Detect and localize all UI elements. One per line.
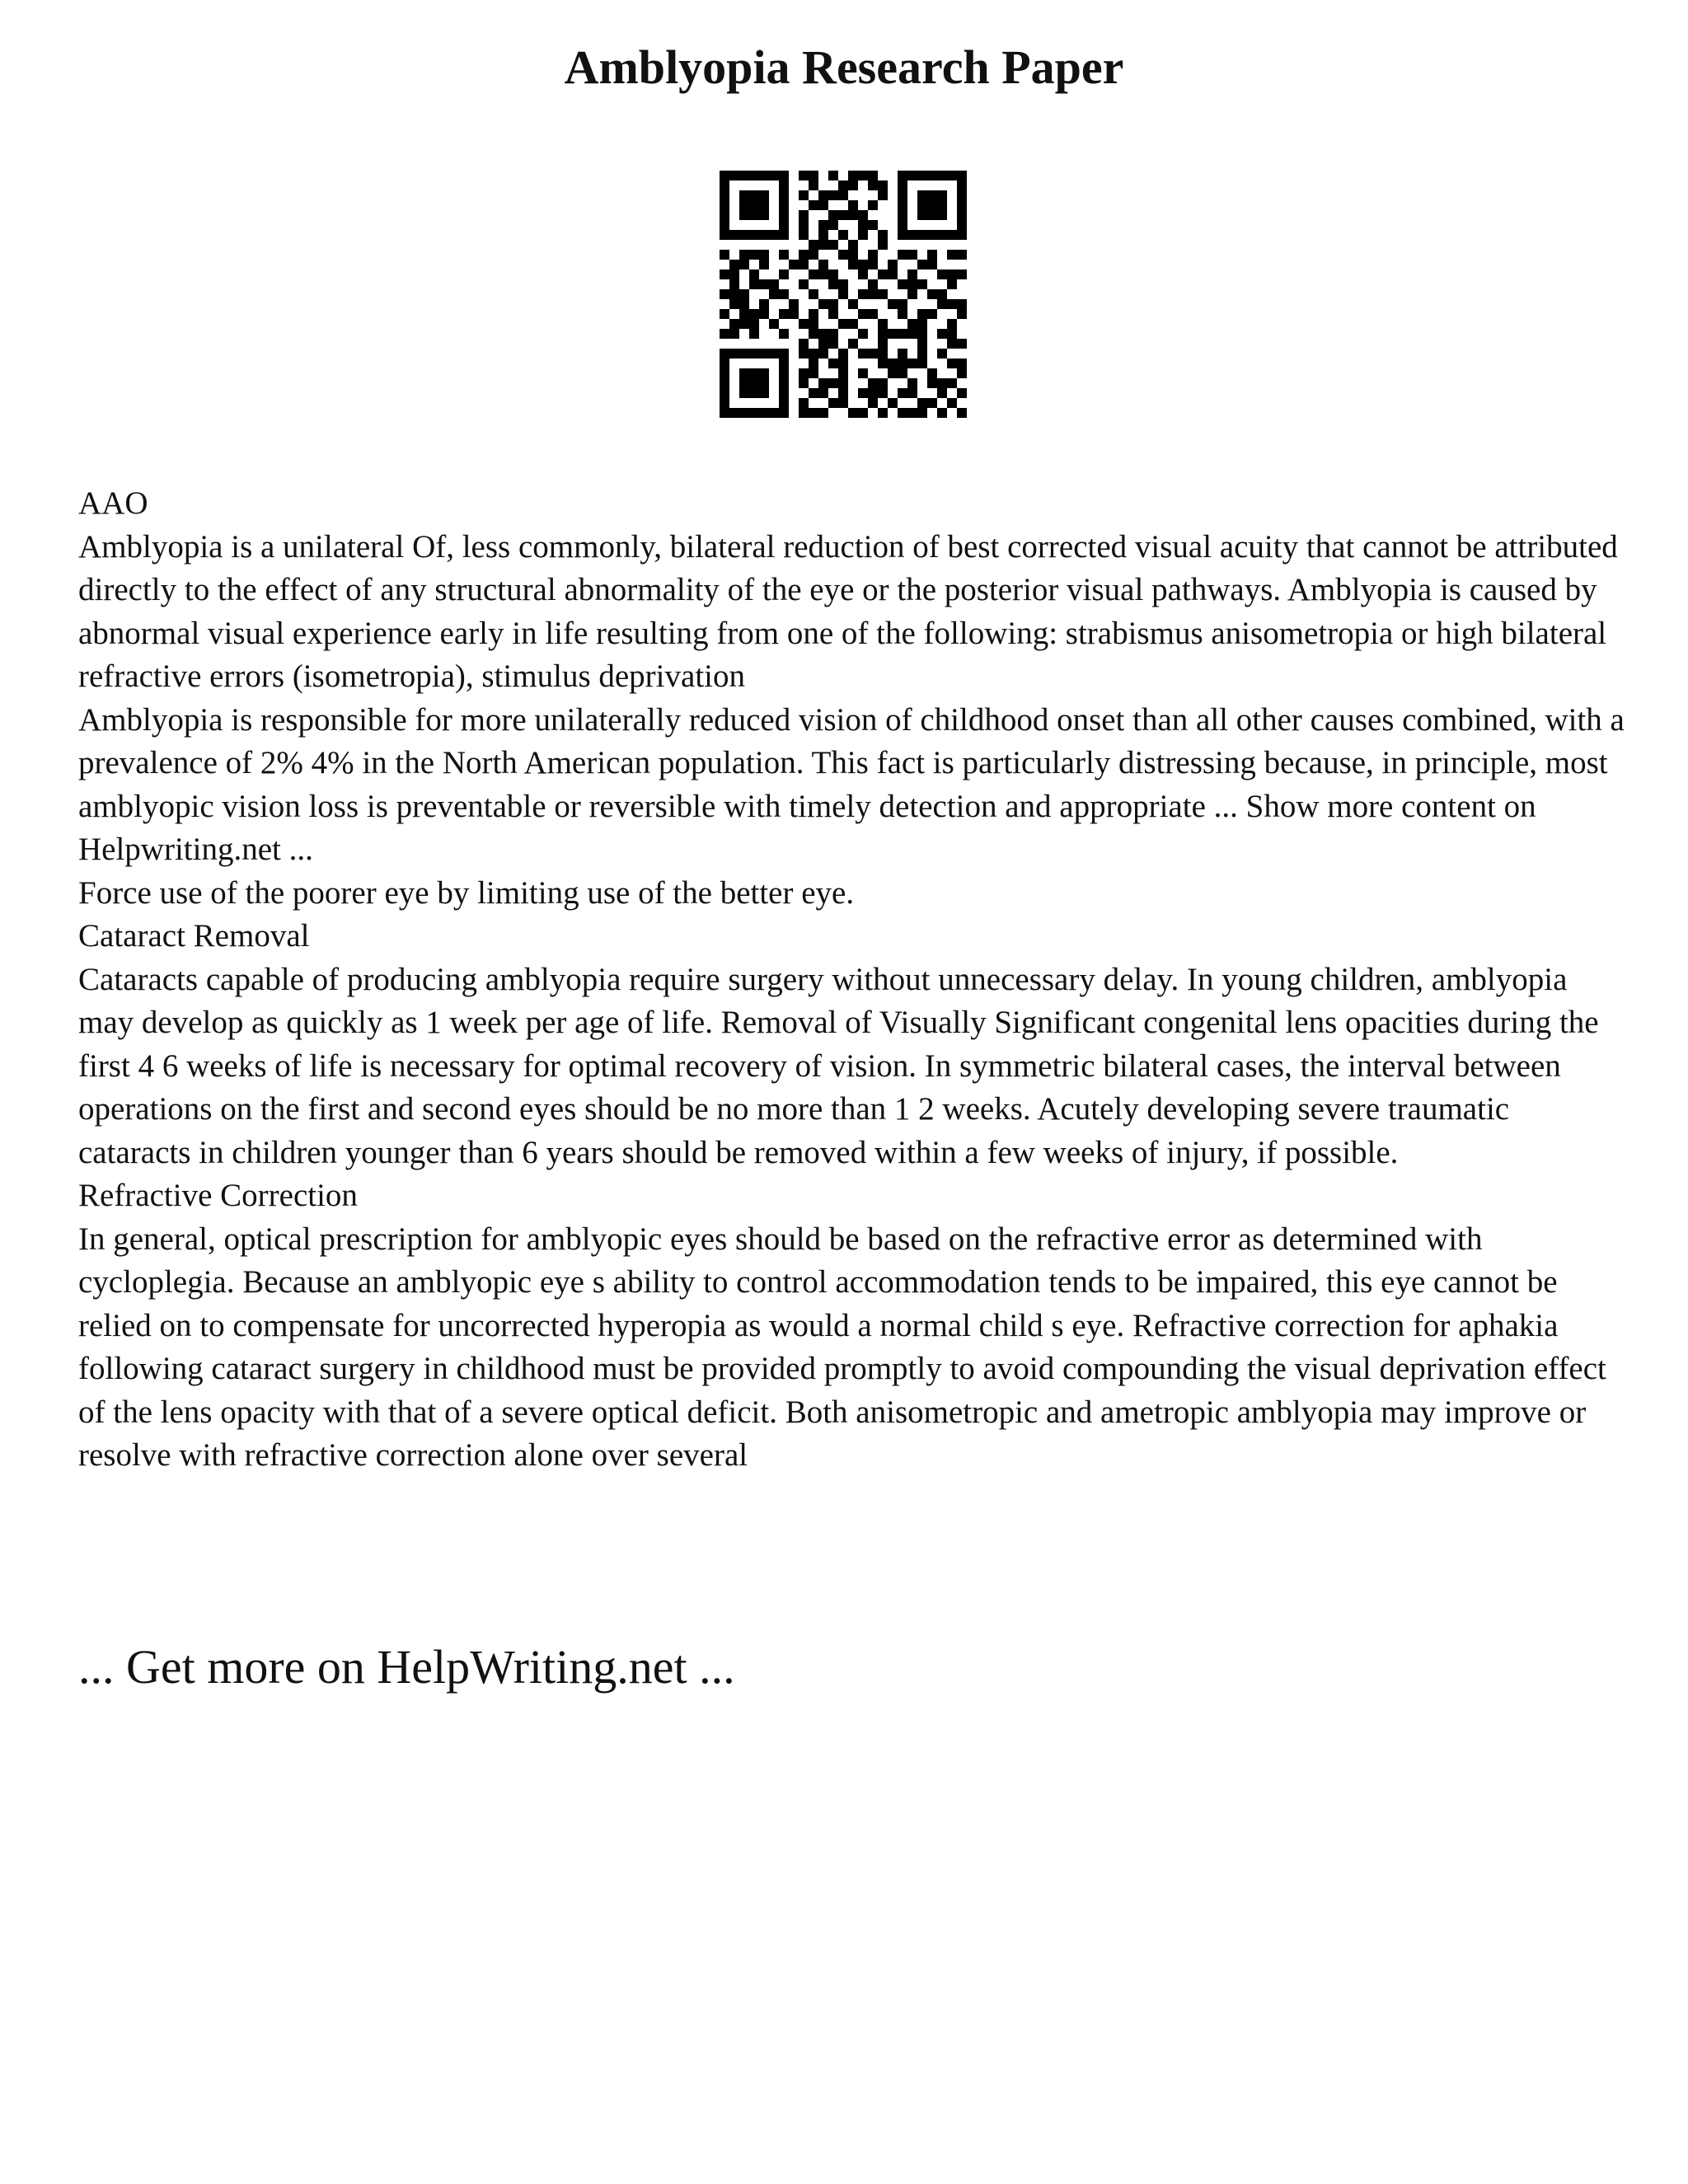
section-heading-cataract-removal: Cataract Removal bbox=[78, 918, 310, 954]
paragraph-treatment-principle: Force use of the poorer eye by limiting use of the better eye. bbox=[78, 874, 855, 911]
document-body bbox=[78, 482, 1628, 1478]
paragraph-cataract-removal: Cataracts capable of producing amblyopia require surgery without unnecessary delay. In young children, amblyopia may develop as quickly as 1 week per age of life. Removal of Visually Significant congenital lens opacities during the first 4 6 weeks of life is necessary for optimal recovery of vision. In symmetric bilateral cases, the interval between operations on the first and second eyes should be no more than 1 2 weeks. Acutely developing severe traumatic cataracts in children younger than 6 years should be removed within a few weeks of injury, if possible. bbox=[78, 961, 1599, 1170]
paragraph-prevalence: Amblyopia is responsible for more unilaterally reduced vision of childhood onset than all other causes combined, with a prevalence of 2% 4% in the North American population. This fact is particularly distressing because, in principle, most amblyopic vision loss is preventable or reversible with timely detection and appropriate ... Show more content on Helpwriting.net ... bbox=[78, 701, 1625, 867]
qr-code-icon bbox=[720, 171, 967, 418]
source-label: AAO bbox=[78, 485, 148, 521]
get-more-link[interactable]: ... Get more on HelpWriting.net ... bbox=[78, 1640, 735, 1694]
paragraph-definition: Amblyopia is a unilateral Of, less commonly, bilateral reduction of best corrected visual acuity that cannot be attributed directly to the effect of any structural abnormality of the eye or the posterior visual pathways. Amblyopia is caused by abnormal visual experience early in life resulting from one of the following: strabismus anisometropia or high bilateral refractive errors (isometropia), stimulus deprivation bbox=[78, 528, 1618, 694]
qr-code-graphic bbox=[720, 171, 967, 418]
page-title: Amblyopia Research Paper bbox=[564, 40, 1124, 94]
paragraph-refractive-correction: In general, optical prescription for amblyopic eyes should be based on the refractive error as determined with cycloplegia. Because an amblyopic eye s ability to control accommodation tends to be impaired, this eye cannot be relied on to compensate for uncorrected hyperopia as would a normal child s eye. Refractive correction for aphakia following cataract surgery in childhood must be provided promptly to avoid compounding the visual deprivation effect of the lens opacity with that of a severe optical deficit. Both anisometropic and ametropic amblyopia may improve or resolve with refractive correction alone over several bbox=[78, 1221, 1606, 1473]
section-heading-refractive-correction: Refractive Correction bbox=[78, 1178, 358, 1213]
